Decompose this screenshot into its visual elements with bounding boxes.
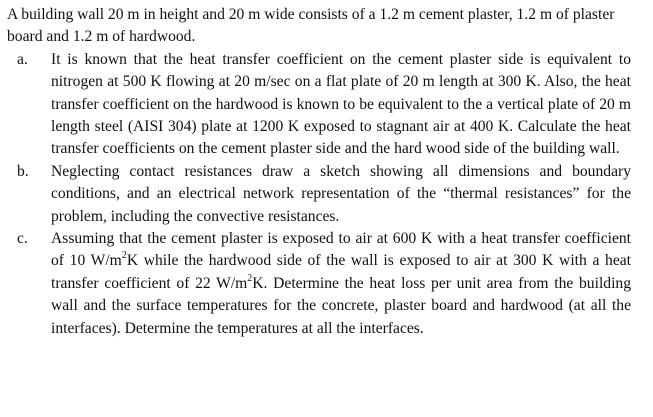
squared-superscript-2: 2 (247, 272, 253, 284)
item-text-c-part-1: Assuming that the cement plaster is exposed to air at 600 K with a heat transfer coefficient of 10 W/m (51, 230, 631, 270)
sub-question-b (7, 161, 631, 228)
item-marker-a: a. (17, 50, 28, 68)
item-text-b: Neglecting contact resistances draw a sketch showing all dimensions and boundary conditions, and an electrical network representation of the “thermal resistances” for the problem, including the convective resistances. (51, 162, 631, 225)
problem-document (7, 4, 631, 340)
item-text-c (51, 228, 631, 340)
sub-question-list (7, 49, 631, 340)
item-text-a: It is known that the heat transfer coefficient on the cement plaster side is equivalent to nitrogen at 500 K flowing at 20 m/sec on a flat plate of 20 m length at 300 K. Also, the heat transfer coefficient on the hardwood is known to be equivalent to the a vertical plate of 20 m length steel (AISI 304) plate at 1200 K exposed to stagnant air at 400 K. Calculate the heat transfer coefficients on the cement plaster side and the hard wood side of the building wall. (51, 50, 631, 158)
item-marker-b: b. (17, 162, 29, 180)
item-marker-c: c. (17, 230, 28, 248)
sub-question-c (7, 228, 631, 340)
squared-superscript-1: 2 (121, 250, 127, 262)
problem-intro: A building wall 20 m in height and 20 m wide consists of a 1.2 m cement plaster, 1.2 m of plaster board and 1.2 m of hardwood. (7, 6, 615, 46)
item-text-c-part-2: K while the hardwood side of the wall is exposed to air at 300 K with a heat transfer coefficient of 22 W/m (51, 252, 631, 292)
sub-question-a (7, 49, 631, 161)
item-text-c-part-3: K. Determine the heat loss per unit area from the building wall and the surface temperatures for the concrete, plaster board and hardwood (at all the interfaces). Determine the temperatures at all the interfaces. (51, 274, 631, 337)
